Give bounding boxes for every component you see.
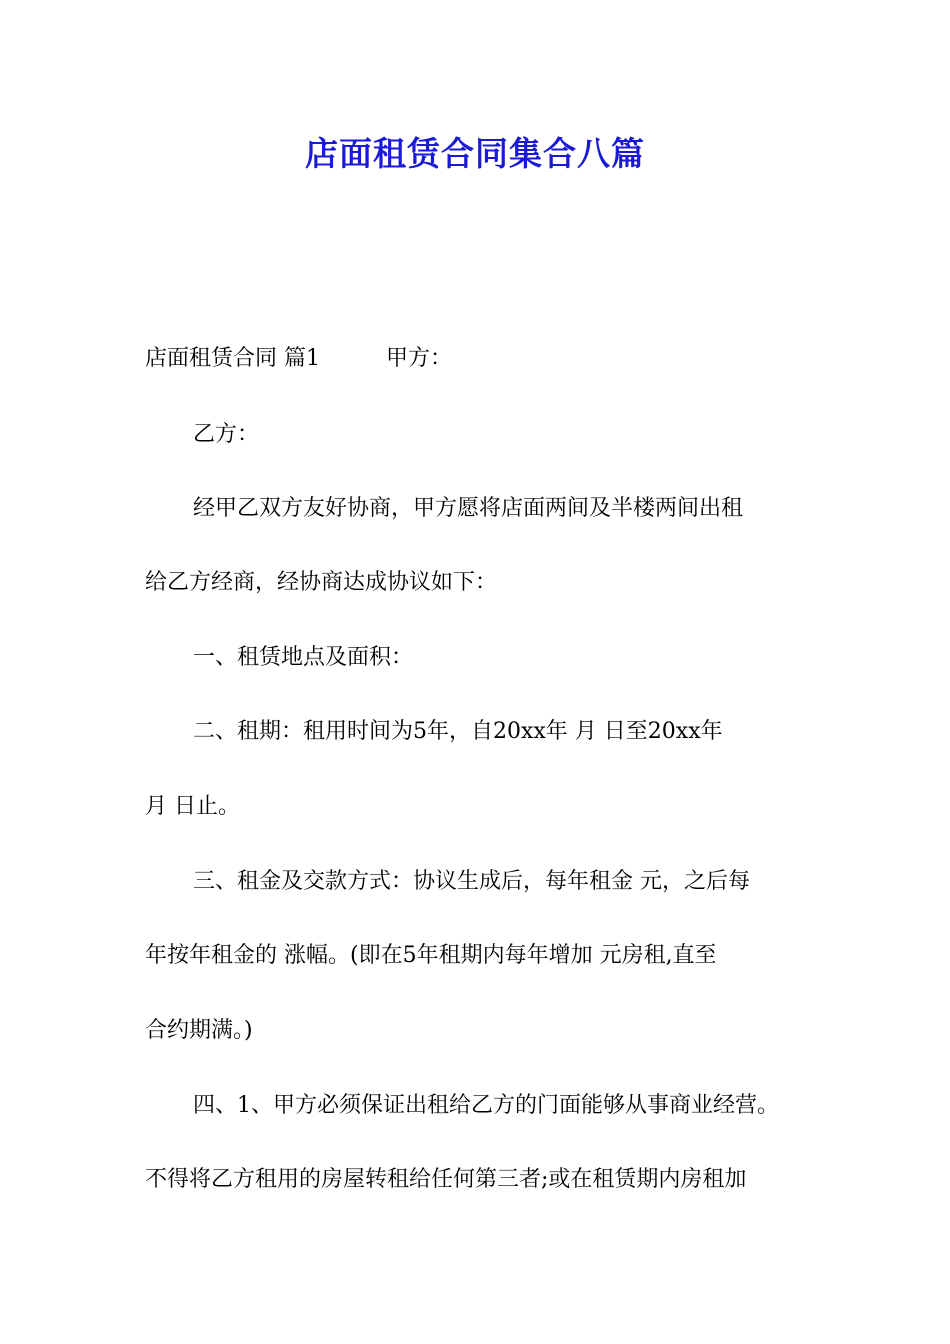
document-title: 店面租赁合同集合八篇	[305, 134, 645, 173]
paragraph-line-clause-2a: 二、租期：租用时间为5年，自20xx年 月 日至20xx年	[193, 719, 723, 744]
paragraph-line-clause-3a: 三、租金及交款方式：协议生成后，每年租金 元，之后每	[193, 869, 750, 894]
paragraph-line-clause-3c: 合约期满。)	[145, 1018, 253, 1043]
paragraph-line-clause-4a: 四、1、甲方必须保证出租给乙方的门面能够从事商业经营。	[193, 1093, 779, 1118]
paragraph-line-clause-3b: 年按年租金的 涨幅。(即在5年租期内每年增加 元房租,直至	[145, 943, 717, 968]
paragraph-line-clause-4b: 不得将乙方租用的房屋转租给任何第三者;或在租赁期内房租加	[145, 1167, 747, 1192]
paragraph-line-clause-2b: 月 日止。	[145, 794, 240, 819]
paragraph-line-intro-2: 给乙方经商，经协商达成协议如下：	[145, 570, 498, 595]
paragraph-line-heading: 店面租赁合同 篇1 甲方：	[145, 346, 452, 371]
paragraph-line-clause-1: 一、租赁地点及面积：	[193, 645, 414, 670]
paragraph-line-party-b: 乙方：	[193, 422, 260, 447]
paragraph-line-intro-1: 经甲乙双方友好协商，甲方愿将店面两间及半楼两间出租	[193, 496, 744, 521]
